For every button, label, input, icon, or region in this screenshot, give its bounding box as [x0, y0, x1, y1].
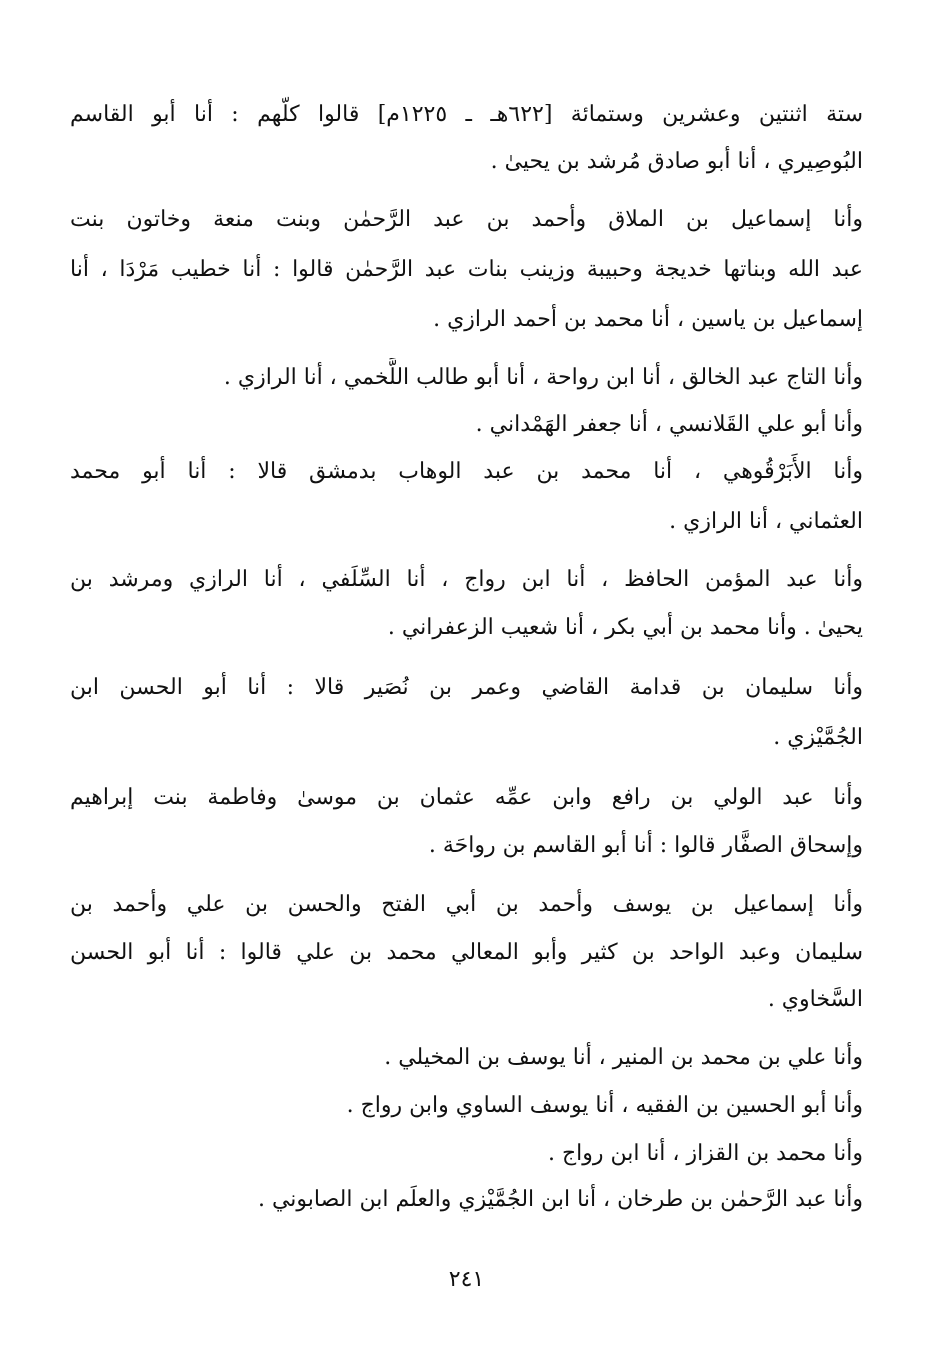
- text-line: ستة اثنتين وعشرين وستمائة [٦٢٢هـ ـ ١٢٢٥م] قالوا كلّهم : أنا أبو القاسم: [70, 102, 863, 127]
- text-line: وأنا أبو علي القَلانسي ، أنا جعفر الهَمْداني .: [475, 412, 863, 437]
- text-line: البُوصِيري ، أنا أبو صادق مُرشد بن يحيىٰ .: [490, 149, 863, 174]
- text-line: يحيىٰ . وأنا محمد بن أبي بكر ، أنا شعيب الزعفراني .: [387, 615, 863, 640]
- text-line: العثماني ، أنا الرازي .: [669, 509, 863, 534]
- text-line: وأنا التاج عبد الخالق ، أنا ابن رواحة ، أنا أبو طالب اللَّخمي ، أنا الرازي .: [223, 365, 863, 390]
- text-line: وأنا أبو الحسين بن الفقيه ، أنا يوسف الساوي وابن رواج .: [346, 1093, 863, 1118]
- text-line: وأنا الأَبَرْقُوهي ، أنا محمد بن عبد الوهاب بدمشق قالا : أنا أبو محمد: [70, 459, 863, 484]
- text-line: السَّخاوي .: [767, 987, 863, 1012]
- text-line: وأنا عبد المؤمن الحافظ ، أنا ابن رواج ، أنا السِّلَفي ، أنا الرازي ومرشد بن: [70, 567, 863, 592]
- text-line: وأنا إسماعيل بن الملاق وأحمد بن عبد الرَّحمٰن وبنت منعة وخاتون بنت: [70, 207, 863, 232]
- text-line: وأنا محمد بن القزاز ، أنا ابن رواج .: [547, 1141, 863, 1166]
- text-line: الجُمَّيْزي .: [773, 725, 863, 750]
- text-line: وأنا سليمان بن قدامة القاضي وعمر بن نُصَير قالا : أنا أبو الحسن ابن: [70, 675, 863, 700]
- text-line: سليمان وعبد الواحد بن كثير وأبو المعالي محمد بن علي قالوا : أنا أبو الحسن: [70, 940, 863, 965]
- text-line: عبد الله وبناتها خديجة وحبيبة وزينب بنات عبد الرَّحمٰن قالوا : أنا خطيب مَرْدَا ، أنا: [70, 257, 863, 282]
- text-line: إسماعيل بن ياسين ، أنا محمد بن أحمد الرازي .: [433, 307, 863, 332]
- text-line: وأنا عبد الرَّحمٰن بن طرخان ، أنا ابن الجُمَّيْزي والعلَم ابن الصابوني .: [257, 1187, 863, 1212]
- page-number: ٢٤١: [448, 1267, 485, 1292]
- text-line: وأنا علي بن محمد بن المنير ، أنا يوسف بن المخيلي .: [384, 1045, 863, 1070]
- text-line: وأنا عبد الولي بن رافع وابن عمِّه عثمان بن موسىٰ وفاطمة بنت إبراهيم: [70, 785, 863, 810]
- text-line: وإسحاق الصفَّار قالوا : أنا أبو القاسم بن رواحَة .: [428, 833, 863, 858]
- text-line: وأنا إسماعيل بن يوسف وأحمد بن أبي الفتح والحسن بن علي وأحمد بن: [70, 892, 863, 917]
